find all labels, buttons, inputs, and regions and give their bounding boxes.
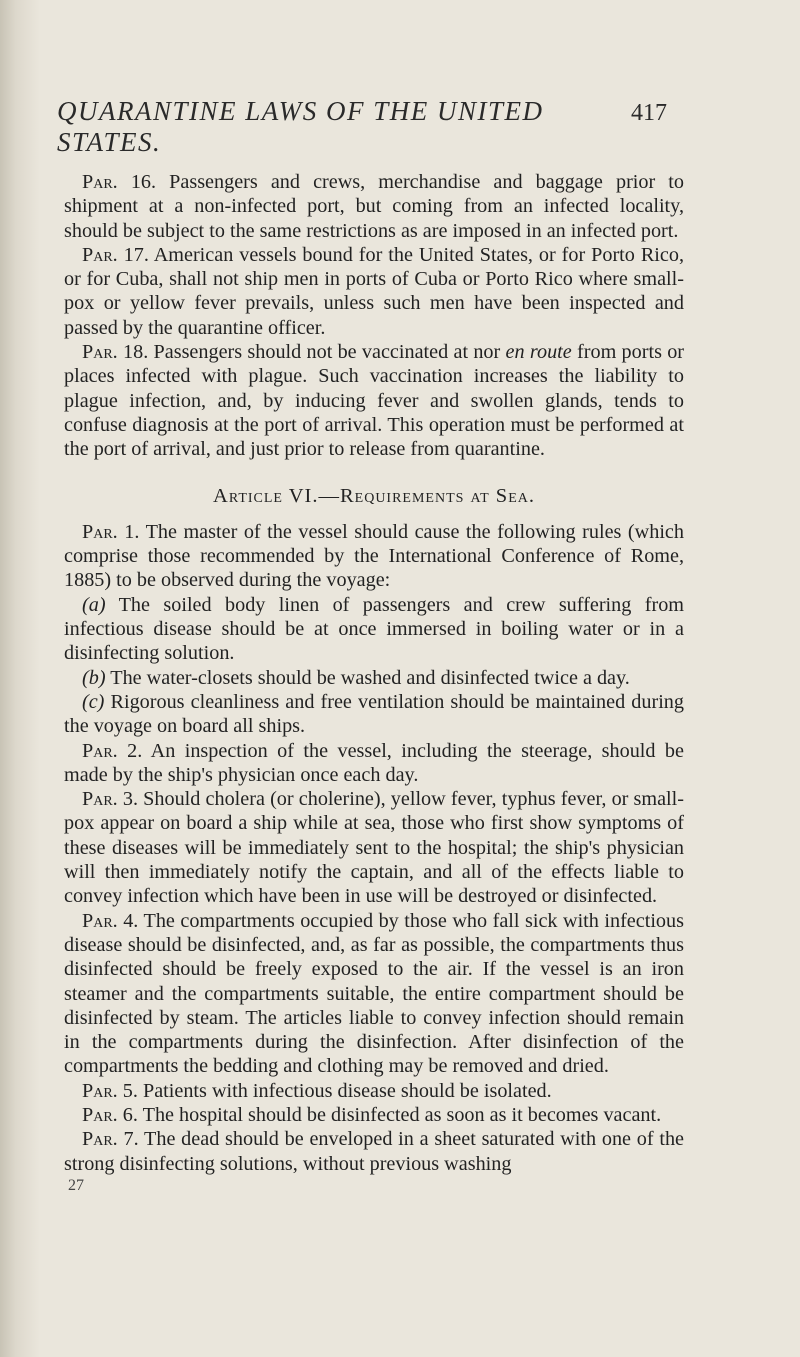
paragraph-label: Par. 2. [82,739,143,762]
book-page [56,96,756,1198]
rule-c [64,690,684,739]
paragraph-text: The dead should be enveloped in a sheet saturated with one of the strong disinfecting solutions, without previous washing [64,1128,684,1175]
paragraph-label: Par. 18. [82,341,149,364]
paragraph-text: Patients with infectious disease should be isolated. [142,1079,552,1102]
paragraph-label: Par. 17. [82,243,149,266]
rule-text: The water-closets should be washed and disinfected twice a day. [110,666,630,689]
paragraph-2 [64,739,684,788]
running-title: QUARANTINE LAWS OF THE UNITED STATES. [57,96,544,157]
paragraph-4 [64,909,684,1079]
paragraph-text: American vessels bound for the United States, or for Porto Rico, or for Cuba, shall not ship men in ports of Cuba or Porto Rico where small-pox or yellow fever prevails, unless such men have been inspected and passed by the quarantine officer. [64,243,684,339]
paragraph-text: The master of the vessel should cause the following rules (which comprise those recommended by the International Conference of Rome, 1885) to be observed during the voyage: [64,520,684,592]
paragraph-label: Par. 6. [82,1103,138,1126]
rule-label: (a) [82,593,106,616]
paragraph-text: An inspection of the vessel, including the steerage, should be made by the ship's physician once each day. [64,739,684,786]
italic-phrase: en route [505,341,572,364]
paragraph-3 [64,787,684,908]
paragraph-16 [64,170,684,243]
rule-label: (b) [82,666,106,689]
paragraph-text: from ports or places infected with plague. Such vaccination increases the liability to plague infection, and, by inducing fever and swollen glands, tends to confuse diagnosis at the port of arrival. This operation must be performed at the port of arrival, and just prior to release from quarantine. [64,341,685,461]
rule-label: (c) [82,690,105,713]
paragraph-label: Par. 4. [82,909,139,932]
paragraph-18 [64,340,684,461]
paragraph-1 [64,520,684,593]
paragraph-text: The compartments occupied by those who fall sick with infectious disease should be disinfected, and, as far as possible, the compartments thus disinfected should be freely exposed to the air. If the vessel is an iron steamer and the compartments suitable, the entire compartment should be disinfected by steam. The articles liable to convey infection should remain in the compartments during the disinfection. After disinfection of the compartments the bedding and clothing may be removed and dried. [64,909,684,1078]
signature-mark: 27 [68,1176,84,1194]
paragraph-text: Passengers should not be vaccinated at nor [153,341,501,364]
paragraph-text: Should cholera (or cholerine), yellow fever, typhus fever, or small-pox appear on board a ship while at sea, those who first show symptoms of these diseases will be immediately sent to the hospital; the ship's physician will then immediately notify the captain, and all of the effects liable to convey infection which have been in use will be destroyed or disinfected. [64,788,684,908]
rule-text: Rigorous cleanliness and free ventilation should be maintained during the voyage on board all ships. [64,690,684,738]
paragraph-7 [64,1127,684,1176]
page-number: 417 [631,100,667,126]
paragraph-17 [64,243,684,340]
paragraph-label: Par. 5. [82,1079,138,1102]
paragraph-label: Par. 7. [82,1128,139,1151]
rule-a [64,593,684,666]
article-heading: Article VI.—Requirements at Sea. [213,484,535,507]
paragraph-label: Par. 1. [82,520,140,543]
book-spine-shadow [0,0,40,1357]
paragraph-text: The hospital should be disinfected as soon as it becomes vacant. [142,1103,662,1126]
body-text [64,170,684,1198]
paragraph-6 [64,1103,684,1127]
running-header [57,96,667,158]
paragraph-text: Passengers and crews, merchandise and baggage prior to shipment at a non-infected port, but coming from an infected locality, should be subject to the same restrictions as are imposed in an infected port. [64,171,685,242]
paragraph-label: Par. 16. [82,171,157,193]
rule-text: The soiled body linen of passengers and crew suffering from infectious disease should be at once immersed in boiling water or in a disinfecting solution. [64,593,684,665]
paragraph-5 [64,1079,684,1103]
rule-b [64,666,684,690]
paragraph-label: Par. 3. [82,788,139,811]
